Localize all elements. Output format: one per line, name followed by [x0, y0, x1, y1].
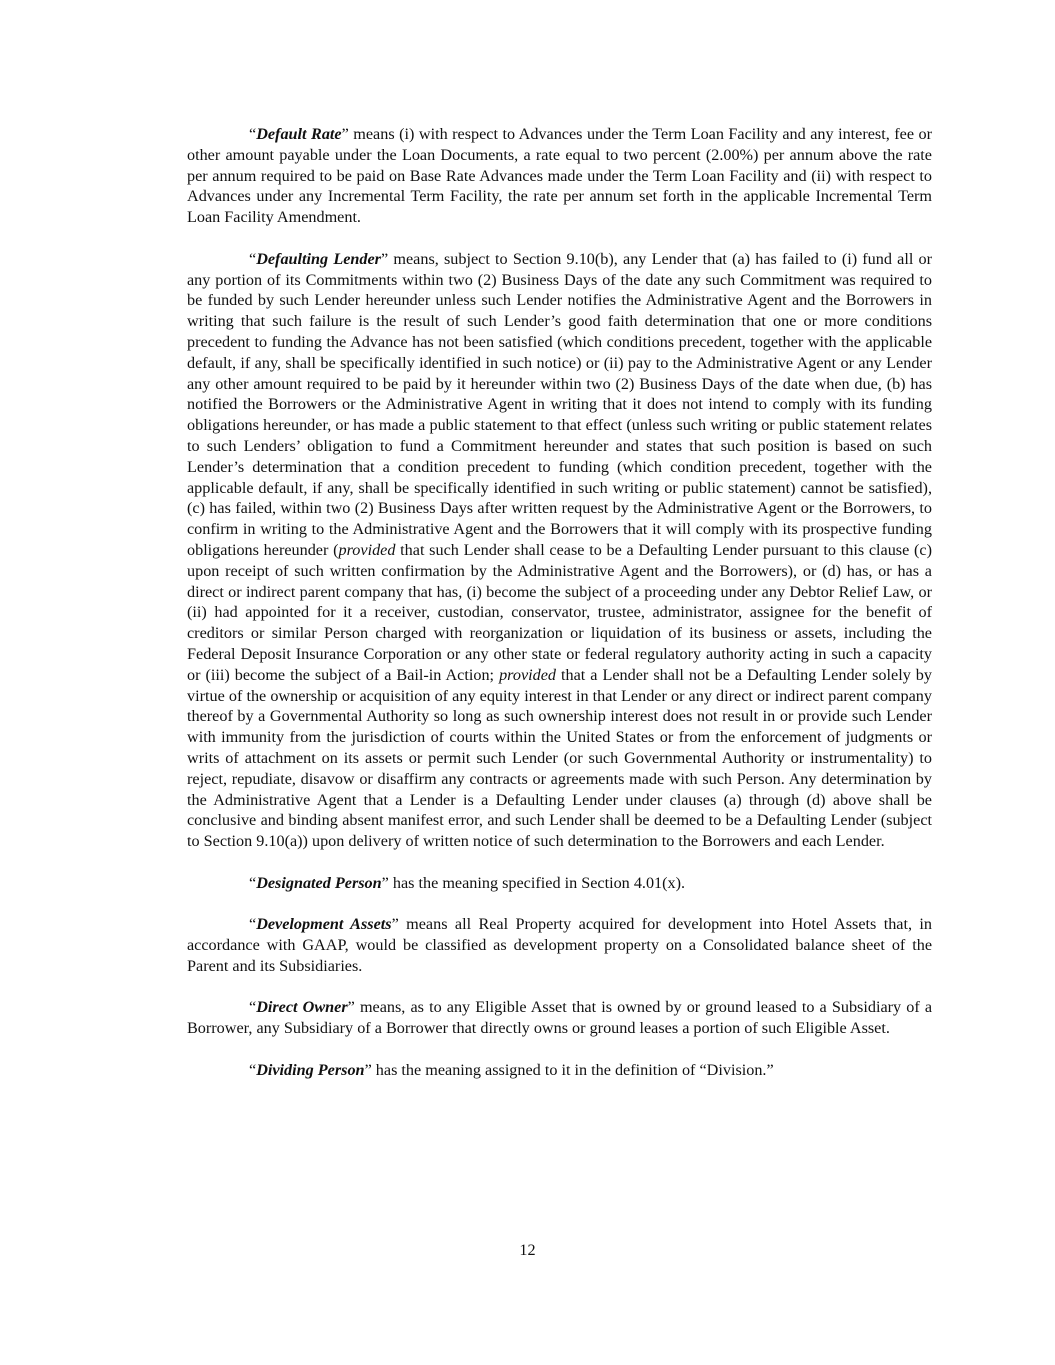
- italic-proviso: provided: [499, 665, 557, 684]
- definition-text: means, subject to Section 9.10(b), any Lender that (a) has failed to (i) fund all or any portion of its Commitments within two (2) Business Days of the date any such Commitment was required to be funded by such Lender hereunder unless such Lender notifies the Administrative Agent and the Borrowers in writing that such failure is the result of such Lender’s good faith determination that one or more conditions precedent to funding the Advance has not been satisfied (which conditions precedent, together with the applicable default, if any, shall be specifically identified in such notice) or (ii) pay to the Administrative Agent or any Lender any other amount required to be paid by it hereunder within two (2) Business Days of the date when due, (b) has notified the Borrowers or the Administrative Agent in writing that it does not intend to comply with its funding obligations hereunder, or has made a public statement to that effect (unless such writing or public statement relates to such Lenders’ obligation to fund a Commitment hereunder and states that such position is based on such Lender’s determination that a condition precedent to funding (which condition precedent, together with the applicable default, if any, shall be specifically identified in such writing or public statement) cannot be satisfied), (c) has failed, within two (2) Business Days after written request by the Administrative Agent or the Borrowers, to confirm in writing to the Administrative Agent and the Borrowers that it will comply with its prospective funding obligations hereunder (: [187, 249, 933, 559]
- definition-text: has the meaning assigned to it in the definition of “Division.”: [375, 1060, 774, 1079]
- defined-term: Default Rate: [256, 125, 342, 143]
- definition-development-assets: “Development Assets” means all Real Property acquired for development into Hotel Assets that, in accordance with GAAP, would be classified as development property on a Consolidated balance sheet of the Parent and its Subsidiaries.: [187, 915, 932, 975]
- definition-dividing-person: “Dividing Person” has the meaning assigned to it in the definition of “Division.”: [249, 1060, 774, 1079]
- definition-defaulting-lender: “Defaulting Lender” means, subject to Section 9.10(b), any Lender that (a) has failed to (i) fund all or any portion of its Commitments within two (2) Business Days of the date any such Commitment was required to be funded by such Lender hereunder unless such Lender notifies the Administrative Agent and the Borrowers in writing that such failure is the result of such Lender’s good faith determination that one or more conditions precedent to funding the Advance has not been satisfied (which conditions precedent, together with the applicable default, if any, shall be specifically identified in such notice) or (ii) pay to the Administrative Agent or any Lender any other amount required to be paid by it hereunder within two (2) Business Days of the date when due, (b) has notified the Borrowers or the Administrative Agent in writing that it does not intend to comply with its funding obligations hereunder, or has made a public statement to that effect (unless such writing or public statement relates to such Lenders’ obligation to fund a Commitment hereunder and states that such position is based on such Lender’s determination that a condition precedent to funding (which condition precedent, together with the applicable default, if any, shall be specifically identified in such writing or public statement) cannot be satisfied), (c) has failed, within two (2) Business Days after written request by the Administrative Agent or the Borrowers, to confirm in writing to the Administrative Agent and the Borrowers that it will comply with its prospective funding obligations hereunder (provided that such Lender shall cease to be a Defaulting Lender pursuant to this clause (c) upon receipt of such written confirmation by the Administrative Agent and the Borrowers), or (d) has, or has a direct or indirect parent company that has, (i) become the subject of a proceeding under any Debtor Relief Law, or (ii) had appointed for it a receiver, custodian, conservator, trustee, administrator, assignee for the benefit of creditors or similar Person charged with reorganization or liquidation of its business or assets, including the Federal Deposit Insurance Corporation or any other state or federal regulatory authority acting in such a capacity or (iii) become the subject of a Bail-in Action; provided that a Lender shall not be a Defaulting Lender solely by virtue of the ownership or acquisition of any equity interest in that Lender or any direct or indirect parent company thereof by a Governmental Authority so long as such ownership interest does not result in or provide such Lender with immunity from the jurisdiction of courts within the United States or from the enforcement of judgments or writs of attachment on its assets or permit such Lender (or such Governmental Authority or instrumentality) to reject, repudiate, disavow or disaffirm any contracts or agreements made with such Person. Any determination by the Administrative Agent that a Lender is a Defaulting Lender under clauses (a) through (d) above shall be conclusive and binding absent manifest error, and such Lender shall be deemed to be a Defaulting Lender (subject to Section 9.10(a)) upon delivery of written notice of such determination to the Borrowers and each Lender.: [187, 249, 933, 851]
- definition-text: means all Real Property acquired for development into Hotel Assets that, in accordance with GAAP, would be classified as development property on a Consolidated balance sheet of the Parent and its Subsidiaries.: [187, 915, 932, 975]
- defined-term: Defaulting Lender: [256, 249, 381, 268]
- defined-term: Direct Owner: [256, 998, 348, 1017]
- definition-default-rate: “Default Rate” means (i) with respect to Advances under the Term Loan Facility and any interest, fee or other amount payable under the Loan Documents, a rate equal to two percent (2.00%) per annum above the rate per annum required to be paid on Base Rate Advances made under the Term Loan Facility and (ii) with respect to Advances under any Incremental Term Facility, the rate per annum set forth in the applicable Incremental Term Loan Facility Amendment.: [187, 125, 932, 227]
- definition-text: that a Lender shall not be a Defaulting Lender solely by virtue of the ownership or acquisition of any equity interest in that Lender or any direct or indirect parent company thereof by a Governmental Authority so long as such ownership interest does not result in or provide such Lender with immunity from the jurisdiction of courts within the United States or from the enforcement of judgments or writs of attachment on its assets or permit such Lender (or such Governmental Authority or instrumentality) to reject, repudiate, disavow or disaffirm any contracts or agreements made with such Person. Any determination by the Administrative Agent that a Lender is a Defaulting Lender under clauses (a) through (d) above shall be conclusive and binding absent manifest error, and such Lender shall be deemed to be a Defaulting Lender (subject to Section 9.10(a)) upon delivery of written notice of such determination to the Borrowers and each Lender.: [187, 665, 932, 851]
- defined-term: Designated Person: [256, 873, 382, 892]
- definition-text: means, as to any Eligible Asset that is owned by or ground leased to a Subsidiary of a Borrower, any Subsidiary of a Borrower that directly owns or ground leases a portion of such Eligible Asset.: [187, 998, 933, 1038]
- definition-text: has the meaning specified in Section 4.01(x).: [392, 873, 686, 892]
- definitions-body: [187, 124, 932, 1101]
- defined-term: Dividing Person: [256, 1060, 365, 1079]
- definition-designated-person: “Designated Person” has the meaning specified in Section 4.01(x).: [249, 873, 686, 892]
- definition-text: means (i) with respect to Advances under the Term Loan Facility and any interest, fee or other amount payable under the Loan Documents, a rate equal to two percent (2.00%) per annum above the rate per annum required to be paid on Base Rate Advances made under the Term Loan Facility and (ii) with respect to Advances under any Incremental Term Facility, the rate per annum set forth in the applicable Incremental Term Loan Facility Amendment.: [187, 125, 932, 227]
- definition-text: that such Lender shall cease to be a Defaulting Lender pursuant to this clause (c) upon receipt of such written confirmation by the Administrative Agent and the Borrowers), or (d) has, or has a direct or indirect parent company that has, (i) become the subject of a proceeding under any Debtor Relief Law, or (ii) had appointed for it a receiver, custodian, conservator, trustee, administrator, assignee for the benefit of creditors or similar Person charged with reorganization or liquidation of its business or assets, including the Federal Deposit Insurance Corporation or any other state or federal regulatory authority acting in such a capacity or (iii) become the subject of a Bail-in Action;: [187, 540, 932, 684]
- defined-term: Development Assets: [256, 915, 392, 934]
- page-number: 12: [519, 1241, 536, 1259]
- definition-direct-owner: “Direct Owner” means, as to any Eligible Asset that is owned by or ground leased to a Subsidiary of a Borrower, any Subsidiary of a Borrower that directly owns or ground leases a portion of such Eligible Asset.: [187, 998, 933, 1038]
- italic-proviso: provided: [338, 540, 396, 559]
